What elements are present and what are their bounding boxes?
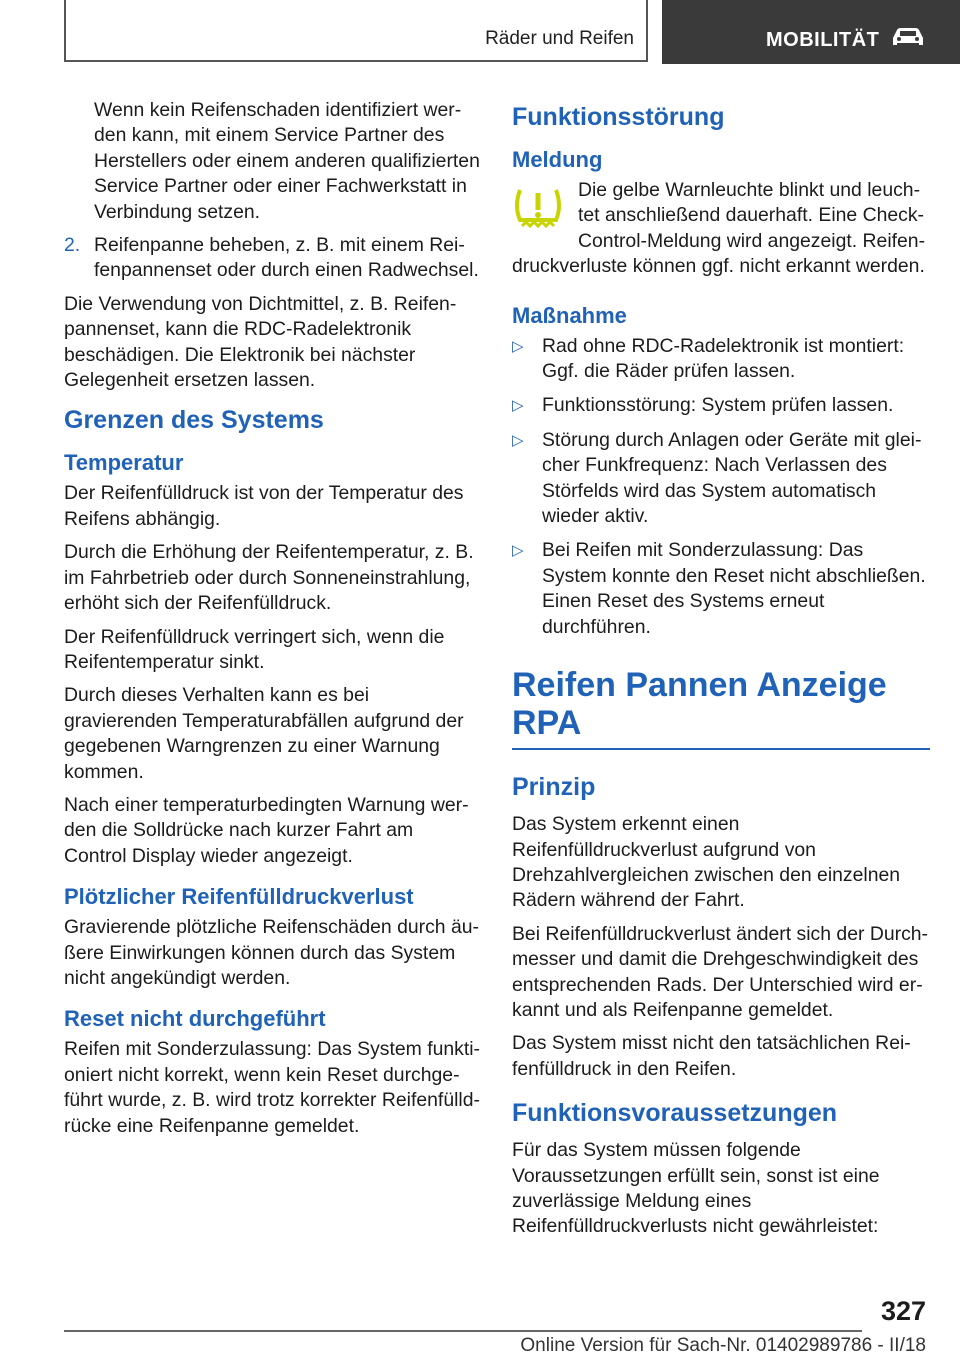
heading-funktionsstoerung: Funktionsstörung [512,103,725,131]
list-item-text: Rad ohne RDC-Radelektronik ist montiert: Ggf. die Räder prüfen lassen. [542,334,905,383]
chapter-title: MOBILITÄT [766,29,880,51]
page-number: 327 [880,1296,926,1326]
footer-divider [64,1330,862,1332]
chapter-tab [662,0,960,64]
heading-reset: Reset nicht durchgeführt [64,1006,326,1032]
sealant-paragraph: Die Verwendung von Dichtmittel, z. B. Reifenpannenset, kann die RDC-Radelektronik beschädigen. Die Elektronik bei nächster Gelegenheit ersetzen lassen. [64,292,457,392]
heading-temperatur: Temperatur [64,450,184,476]
step-text: Reifenpanne beheben, z. B. mit einem Reifenpannenset oder durch einen Radwechsel. [94,234,479,282]
warning-block [512,178,930,280]
temp-paragraph-1: Der Reifenfülldruck ist von der Temperatur des Reifens abhängig. [64,482,464,530]
tire-pressure-warning-icon [512,184,564,232]
temp-paragraph-5: Nach einer temperaturbedingten Warnung werden die Solldrücke nach kurzer Fahrt am Control Display wieder angezeigt. [64,793,469,867]
heading-massnahme: Maßnahme [512,302,627,328]
intro-paragraph: Wenn kein Reifenschaden identifiziert werden kann, mit einem Service Partner des Herstellers oder einem anderen qualifizierten Service Partner oder einer Fachwerkstatt in Verbindung setzen. [94,99,480,223]
step-number: 2. [64,234,81,257]
bullet-marker-icon: ▷ [512,542,524,560]
voraussetzungen-paragraph: Für das System müssen folgende Voraussetzungen erfüllt sein, sonst ist eine zuverlässige Meldung eines Reifenfülldruckverlusts nicht gewährleistet: [512,1139,880,1238]
prinzip-paragraph-1: Das System erkennt einen Reifenfülldruckverlust aufgrund von Drehzahlvergleichen zwischen den einzelnen Rädern während der Fahrt. [512,813,901,912]
list-item-text: Bei Reifen mit Sonderzulassung: Das System konnte den Reset nicht abschließen. Einen Reset des Systems erneut durchführen. [542,539,926,638]
reset-paragraph: Reifen mit Sonderzulassung: Das System funktioniert nicht korrekt, wenn kein Reset durchgeführt wurde, z. B. wird trotz korrekter Reifenfülldrücke eine Reifenpanne gemeldet. [64,1038,481,1137]
prinzip-paragraph-3: Das System misst nicht den tatsächlichen Reifenfülldruck in den Reifen. [512,1032,911,1080]
right-column [512,98,930,1248]
heading-prinzip: Prinzip [512,773,596,802]
bullet-marker-icon: ▷ [512,397,524,415]
left-column [64,98,480,1147]
footer-text: Online Version für Sach-Nr. 01402989786 - II/18 [520,1335,926,1356]
temp-paragraph-2: Durch die Erhöhung der Reifentemperatur, z. B. im Fahrbetrieb oder durch Sonneneinstrahlung, erhöht sich der Reifenfülldruck. [64,541,474,615]
section-title: Räder und Reifen [485,28,634,49]
bullet-marker-icon: ▷ [512,431,524,449]
prinzip-paragraph-2: Bei Reifenfülldruckverlust ändert sich der Durchmesser und damit die Drehgeschwindigkeit des entsprechenden Rads. Der Unterschied wird erkannt und als Reifenpanne gemeldet. [512,922,929,1021]
temp-paragraph-4: Durch dieses Verhalten kann es bei gravierenden Temperaturabfällen aufgrund der gegebenen Warngrenzen zu einer Warnung kommen. [64,684,464,783]
list-item [512,393,930,418]
car-icon [890,26,926,48]
heading-voraussetzungen: Funktionsvoraussetzungen [512,1099,838,1128]
list-item [512,428,930,530]
list-item-text: Funktionsstörung: System prüfen lassen. [542,394,894,417]
temp-paragraph-3: Der Reifenfülldruck verringert sich, wenn die Reifentemperatur sinkt. [64,625,445,673]
list-item [512,538,930,640]
bullet-marker-icon: ▷ [512,337,524,355]
list-item [512,334,930,385]
list-item-text: Störung durch Anlagen oder Geräte mit gleicher Funkfrequenz: Nach Verlassen des Störfelds wird das System automatisch wieder aktiv. [542,428,922,528]
meldung-paragraph: Die gelbe Warnleuchte blinkt und leuchtet anschließend dauerhaft. Eine Check-Control-Meldung wird angezeigt. Reifendruckverluste können ggf. nicht erkannt werden. [512,179,926,278]
header-section-box [64,0,648,62]
ploetzlich-paragraph: Gravierende plötzliche Reifenschäden durch äußere Einwirkungen können durch das System nicht angekündigt werden. [64,916,479,989]
heading-ploetzlich: Plötzlicher Reifenfülldruckverlust [64,884,414,910]
heading-meldung: Meldung [512,147,603,172]
massnahme-list [512,334,930,640]
section-divider [512,748,930,750]
heading-grenzen: Grenzen des Systems [64,406,324,435]
step-2 [64,233,480,284]
heading-rpa: Reifen Pannen Anzeige RPA [512,666,887,743]
